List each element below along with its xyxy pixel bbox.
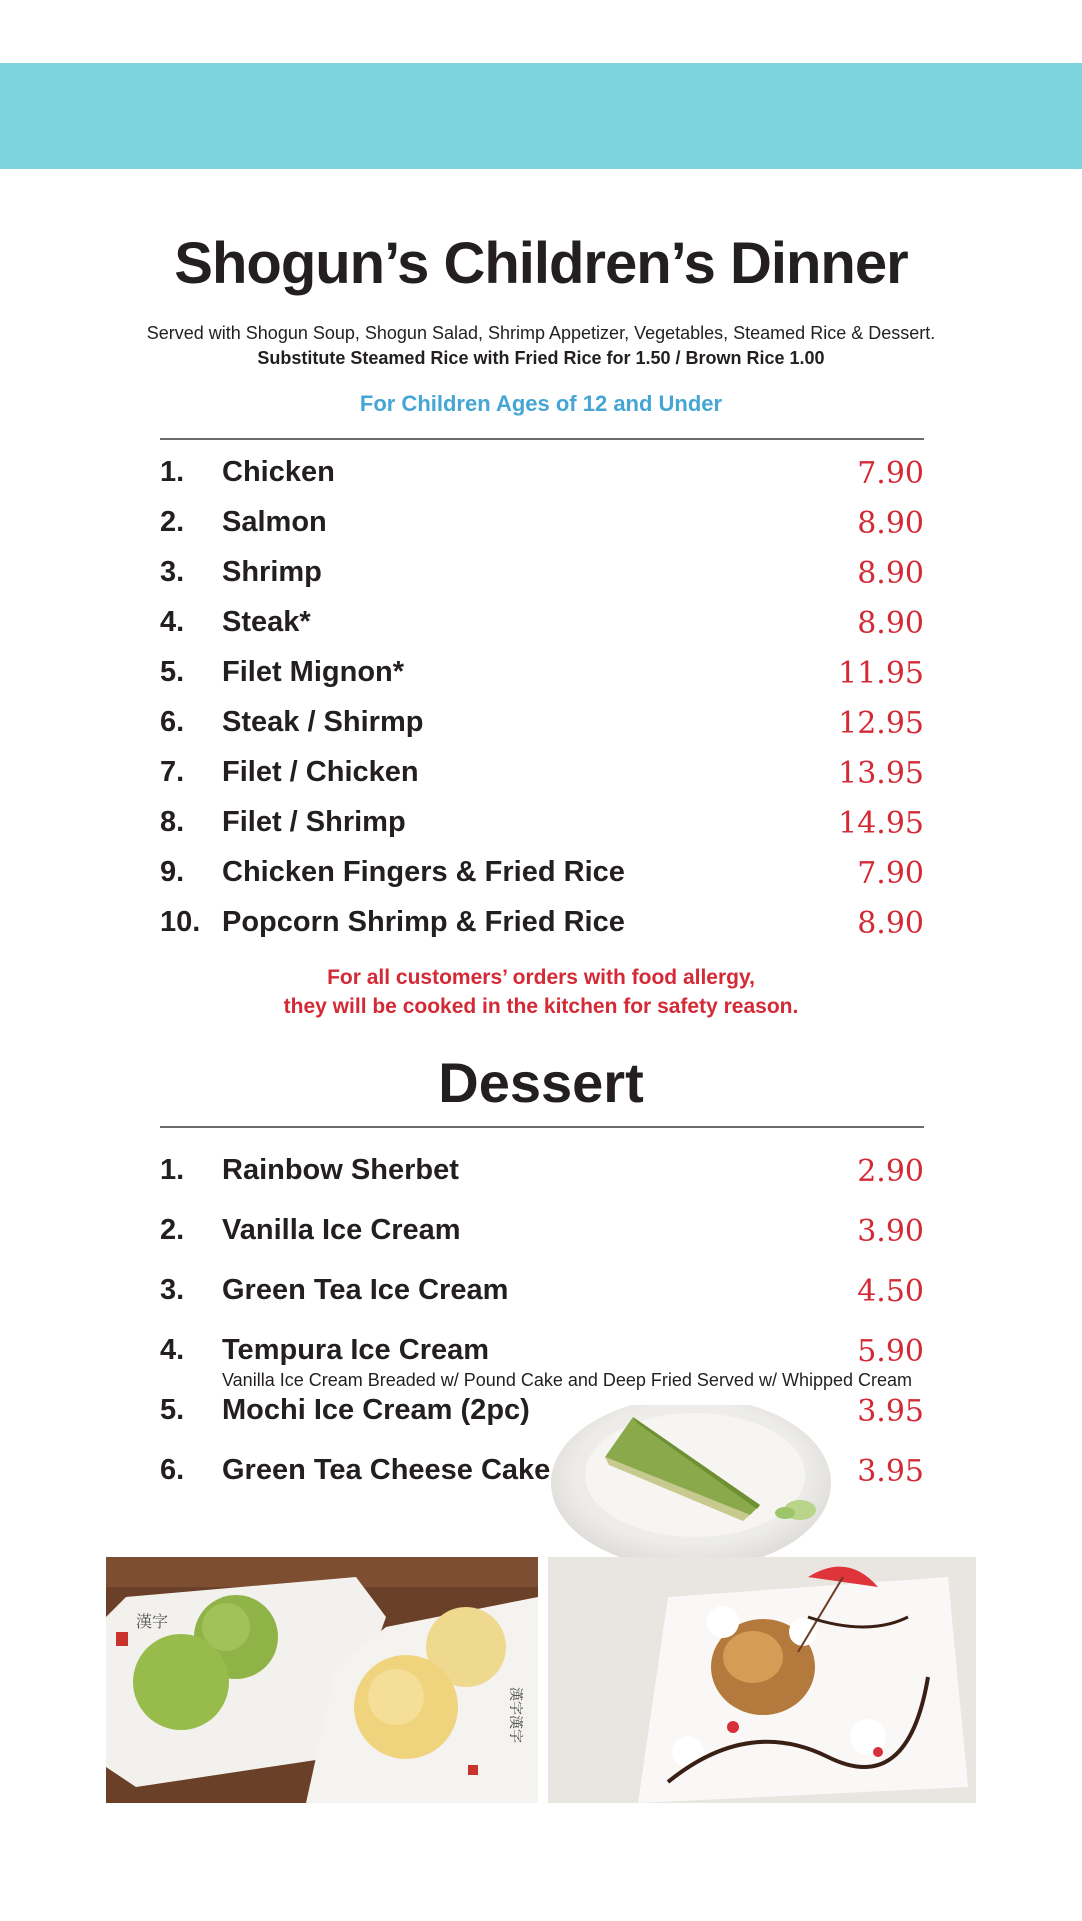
- item-price: 13.95: [838, 756, 924, 791]
- item-name: Green Tea Cheese Cake: [222, 1454, 551, 1486]
- ice-cream-photo: [106, 1557, 538, 1803]
- item-price: 7.90: [857, 456, 924, 491]
- item-number: 4.: [160, 1334, 185, 1366]
- item-number: 5.: [160, 1394, 185, 1426]
- item-number: 9.: [160, 856, 185, 888]
- menu-title: Shogun’s Children’s Dinner: [174, 231, 908, 296]
- tempura-ice-cream-photo: [548, 1557, 976, 1803]
- item-name: Rainbow Sherbet: [222, 1154, 459, 1186]
- item-price: 8.90: [857, 506, 924, 541]
- item-price: 3.90: [857, 1214, 924, 1249]
- item-name: Chicken: [222, 456, 335, 488]
- item-name: Tempura Ice Cream: [222, 1334, 490, 1366]
- substitute-text: Substitute Steamed Rice with Fried Rice for 1.50 / Brown Rice 1.00: [257, 348, 825, 368]
- divider: [160, 1126, 924, 1128]
- item-number: 10.: [160, 906, 201, 938]
- svg-text:漢字: 漢字: [136, 1612, 169, 1631]
- item-number: 2.: [160, 1214, 185, 1246]
- dessert-title: Dessert: [438, 1051, 644, 1114]
- item-name: Green Tea Ice Cream: [222, 1274, 509, 1306]
- item-number: 6.: [160, 1454, 185, 1486]
- item-number: 4.: [160, 606, 185, 638]
- dessert-item: [160, 1334, 924, 1374]
- item-name: Salmon: [222, 506, 327, 538]
- allergy-line-1: For all customers’ orders with food allergy,: [327, 966, 755, 989]
- item-price: 14.95: [838, 806, 924, 841]
- item-price: 2.90: [857, 1154, 924, 1189]
- dinner-item: [160, 856, 924, 896]
- item-name: Steak / Shirmp: [222, 706, 424, 738]
- allergy-line-2: they will be cooked in the kitchen for safety reason.: [283, 995, 799, 1018]
- header-band: [0, 63, 1082, 169]
- item-number: 8.: [160, 806, 185, 838]
- age-note: For Children Ages of 12 and Under: [359, 391, 723, 416]
- item-price: 4.50: [857, 1274, 924, 1309]
- item-price: 8.90: [857, 606, 924, 641]
- dinner-item: [160, 506, 924, 546]
- item-number: 3.: [160, 556, 185, 588]
- dessert-item: [160, 1274, 924, 1314]
- item-name: Chicken Fingers & Fried Rice: [222, 856, 625, 888]
- served-with-text: Served with Shogun Soup, Shogun Salad, Shrimp Appetizer, Vegetables, Steamed Rice & Dessert.: [146, 323, 936, 343]
- item-name: Steak*: [222, 606, 311, 638]
- item-name: Mochi Ice Cream (2pc): [222, 1394, 530, 1426]
- item-name: Shrimp: [222, 556, 322, 588]
- item-number: 1.: [160, 1154, 185, 1186]
- dessert-item: [160, 1154, 924, 1194]
- item-price: 12.95: [838, 706, 924, 741]
- item-number: 2.: [160, 506, 185, 538]
- item-price: 3.95: [857, 1454, 924, 1489]
- dinner-item: [160, 456, 924, 496]
- item-name: Filet Mignon*: [222, 656, 405, 688]
- dinner-item: [160, 806, 924, 846]
- dinner-item: [160, 606, 924, 646]
- dessert-item: [160, 1454, 924, 1494]
- svg-text:漢字漢字: 漢字漢字: [507, 1687, 523, 1743]
- dessert-item: [160, 1214, 924, 1254]
- dinner-item: [160, 656, 924, 696]
- item-number: 7.: [160, 756, 185, 788]
- item-price: 11.95: [838, 656, 924, 691]
- item-number: 1.: [160, 456, 185, 488]
- item-name: Vanilla Ice Cream: [222, 1214, 461, 1246]
- item-number: 3.: [160, 1274, 185, 1306]
- item-price: 8.90: [857, 906, 924, 941]
- dinner-item: [160, 906, 924, 946]
- allergy-notice: [0, 963, 1082, 1021]
- item-name: Filet / Chicken: [222, 756, 419, 788]
- tempura-description: Vanilla Ice Cream Breaded w/ Pound Cake and Deep Fried Served w/ Whipped Cream: [222, 1370, 913, 1390]
- dinner-item: [160, 706, 924, 746]
- item-number: 5.: [160, 656, 185, 688]
- item-price: 3.95: [857, 1394, 924, 1429]
- item-price: 7.90: [857, 856, 924, 891]
- dinner-item: [160, 756, 924, 796]
- item-name: Popcorn Shrimp & Fried Rice: [222, 906, 625, 938]
- item-price: 5.90: [857, 1334, 924, 1369]
- item-price: 8.90: [857, 556, 924, 591]
- divider: [160, 438, 924, 440]
- item-number: 6.: [160, 706, 185, 738]
- dinner-item: [160, 556, 924, 596]
- item-name: Filet / Shrimp: [222, 806, 406, 838]
- dessert-item: [160, 1394, 924, 1434]
